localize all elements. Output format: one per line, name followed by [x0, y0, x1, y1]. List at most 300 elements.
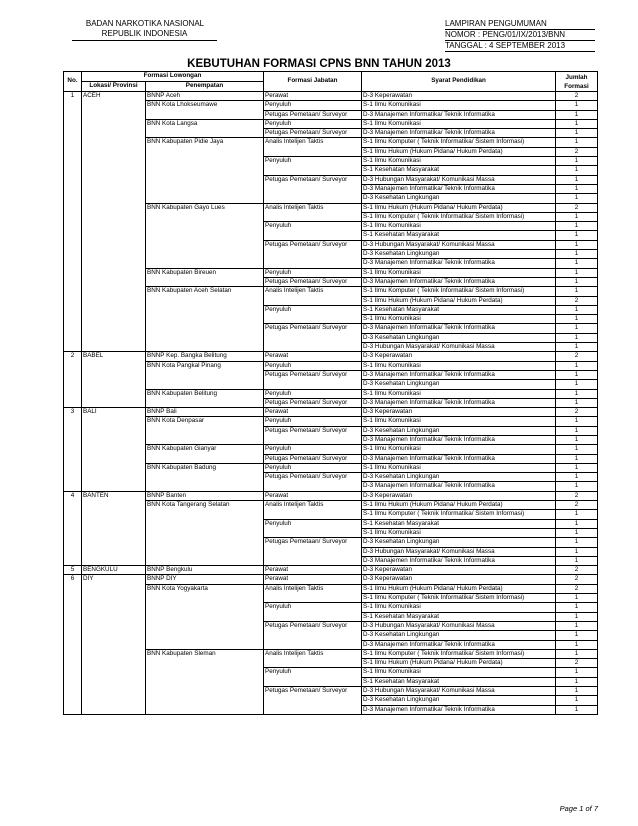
cell-jumlah: 1 [556, 621, 598, 630]
cell-jumlah: 1 [556, 705, 598, 714]
cell-lokasi [82, 659, 146, 668]
cell-jumlah: 1 [556, 594, 598, 603]
cell-jabatan: Petugas Pemetaan/ Surveyor [264, 240, 362, 249]
cell-jabatan: Analis Intelijen Taktis [264, 649, 362, 658]
cell-no: 4 [64, 491, 82, 500]
cell-jabatan [264, 705, 362, 714]
table-row [64, 212, 598, 221]
cell-lokasi [82, 696, 146, 705]
cell-syarat: S-1 Ilmu Hukum (Hukum Pidana/ Hukum Perdata) [362, 659, 556, 668]
cell-no [64, 603, 82, 612]
cell-jabatan: Penyuluh [264, 463, 362, 472]
cell-lokasi [82, 538, 146, 547]
cell-no: 5 [64, 566, 82, 575]
cell-penempatan [146, 482, 264, 491]
table-row [64, 435, 598, 444]
table-row [64, 184, 598, 193]
cell-lokasi [82, 324, 146, 333]
cell-penempatan: BNN Kabupaten Aceh Selatan [146, 287, 264, 296]
cell-jumlah: 2 [556, 408, 598, 417]
cell-syarat: S-1 Ilmu Komunikasi [362, 222, 556, 231]
cell-lokasi [82, 519, 146, 528]
cell-no [64, 473, 82, 482]
table-row [64, 389, 598, 398]
cell-syarat: S-1 Ilmu Komputer ( Teknik Informatika/ Sistem Informasi) [362, 138, 556, 147]
cell-no [64, 454, 82, 463]
cell-syarat: S-1 Ilmu Hukum (Hukum Pidana/ Hukum Perdata) [362, 584, 556, 593]
table-row [64, 659, 598, 668]
cell-no [64, 315, 82, 324]
cell-no [64, 138, 82, 147]
cell-syarat: D-3 Hubungan Masyarakat/ Komunikasi Massa [362, 240, 556, 249]
cell-penempatan: BNN Kabupaten Gianyar [146, 445, 264, 454]
cell-syarat: S-1 Ilmu Komputer ( Teknik Informatika/ Sistem Informasi) [362, 649, 556, 658]
cell-penempatan [146, 212, 264, 221]
table-row [64, 138, 598, 147]
cell-jabatan: Petugas Pemetaan/ Surveyor [264, 370, 362, 379]
cell-jabatan: Petugas Pemetaan/ Surveyor [264, 398, 362, 407]
cell-lokasi [82, 166, 146, 175]
cell-jabatan: Analis Intelijen Taktis [264, 138, 362, 147]
cell-penempatan: BNN Kota Denpasar [146, 417, 264, 426]
cell-syarat: S-1 Ilmu Komunikasi [362, 315, 556, 324]
cell-no [64, 519, 82, 528]
table-row [64, 482, 598, 491]
cell-no [64, 398, 82, 407]
cell-lokasi [82, 268, 146, 277]
cell-penempatan: BNN Kabupaten Sleman [146, 649, 264, 658]
cell-penempatan [146, 594, 264, 603]
cell-syarat: S-1 Ilmu Komputer ( Teknik Informatika/ Sistem Informasi) [362, 594, 556, 603]
table-row [64, 491, 598, 500]
cell-jumlah: 2 [556, 584, 598, 593]
table-row [64, 129, 598, 138]
cell-jumlah: 1 [556, 101, 598, 110]
cell-penempatan: BNN Kota Tangerang Selatan [146, 501, 264, 510]
cell-lokasi [82, 482, 146, 491]
cell-jabatan: Penyuluh [264, 119, 362, 128]
cell-jumlah: 1 [556, 687, 598, 696]
cell-lokasi [82, 556, 146, 565]
cell-penempatan [146, 324, 264, 333]
cell-lokasi [82, 547, 146, 556]
cell-jumlah: 1 [556, 640, 598, 649]
cell-lokasi [82, 668, 146, 677]
cell-lokasi [82, 603, 146, 612]
cell-syarat: S-1 Ilmu Komunikasi [362, 603, 556, 612]
cell-lokasi [82, 184, 146, 193]
cell-no [64, 343, 82, 352]
cell-no [64, 426, 82, 435]
cell-no [64, 510, 82, 519]
attachment-date: TANGGAL : 4 SEPTEMBER 2013 [445, 41, 595, 52]
cell-syarat: D-3 Manajemen Informatika/ Teknik Informatika [362, 482, 556, 491]
col-lokasi: Lokasi/ Provinsi [82, 82, 146, 92]
cell-syarat: S-1 Kesehatan Masyarakat [362, 519, 556, 528]
cell-lokasi [82, 361, 146, 370]
cell-jumlah: 1 [556, 612, 598, 621]
cell-lokasi [82, 157, 146, 166]
cell-lokasi [82, 222, 146, 231]
cell-no [64, 231, 82, 240]
cell-no [64, 389, 82, 398]
cell-lokasi [82, 594, 146, 603]
cell-jabatan [264, 547, 362, 556]
cell-jabatan: Perawat [264, 408, 362, 417]
cell-syarat: S-1 Ilmu Hukum (Hukum Pidana/ Hukum Perdata) [362, 501, 556, 510]
cell-jumlah: 1 [556, 315, 598, 324]
cell-jabatan [264, 184, 362, 193]
cell-penempatan [146, 687, 264, 696]
table-row [64, 584, 598, 593]
cell-jumlah: 1 [556, 231, 598, 240]
table-row [64, 603, 598, 612]
page-number: Page 1 of 7 [559, 804, 598, 813]
cell-jabatan [264, 482, 362, 491]
cell-jumlah: 1 [556, 631, 598, 640]
formation-table [63, 71, 598, 715]
table-row [64, 463, 598, 472]
cell-lokasi [82, 640, 146, 649]
table-row [64, 352, 598, 361]
cell-penempatan [146, 184, 264, 193]
cell-syarat: D-3 Kesehatan Lingkungan [362, 631, 556, 640]
cell-no [64, 501, 82, 510]
cell-syarat: S-1 Ilmu Komunikasi [362, 668, 556, 677]
cell-jabatan [264, 212, 362, 221]
cell-penempatan [146, 166, 264, 175]
cell-jabatan [264, 166, 362, 175]
cell-jumlah: 1 [556, 287, 598, 296]
cell-jabatan: Petugas Pemetaan/ Surveyor [264, 129, 362, 138]
cell-jabatan: Analis Intelijen Taktis [264, 203, 362, 212]
cell-jabatan: Penyuluh [264, 305, 362, 314]
cell-no [64, 417, 82, 426]
cell-no [64, 250, 82, 259]
table-row [64, 575, 598, 584]
cell-syarat: S-1 Kesehatan Masyarakat [362, 677, 556, 686]
cell-lokasi [82, 194, 146, 203]
cell-penempatan [146, 380, 264, 389]
cell-syarat: S-1 Ilmu Komunikasi [362, 389, 556, 398]
table-row [64, 445, 598, 454]
cell-no [64, 361, 82, 370]
cell-syarat: D-3 Keperawatan [362, 566, 556, 575]
table-row [64, 296, 598, 305]
cell-jabatan: Petugas Pemetaan/ Surveyor [264, 324, 362, 333]
cell-jumlah: 1 [556, 343, 598, 352]
cell-syarat: D-3 Manajemen Informatika/ Teknik Informatika [362, 398, 556, 407]
cell-jabatan: Petugas Pemetaan/ Surveyor [264, 687, 362, 696]
cell-no [64, 705, 82, 714]
cell-no [64, 547, 82, 556]
cell-jumlah: 1 [556, 389, 598, 398]
cell-jumlah: 1 [556, 463, 598, 472]
table-row [64, 380, 598, 389]
table-row [64, 175, 598, 184]
table-row [64, 240, 598, 249]
cell-lokasi: BABEL [82, 352, 146, 361]
cell-penempatan [146, 519, 264, 528]
cell-syarat: D-3 Keperawatan [362, 92, 556, 101]
cell-jumlah: 1 [556, 333, 598, 342]
cell-no [64, 240, 82, 249]
cell-penempatan: BNNP DIY [146, 575, 264, 584]
cell-lokasi [82, 250, 146, 259]
cell-jumlah: 1 [556, 556, 598, 565]
cell-syarat: S-1 Kesehatan Masyarakat [362, 166, 556, 175]
cell-penempatan [146, 175, 264, 184]
cell-no [64, 640, 82, 649]
cell-lokasi [82, 287, 146, 296]
cell-lokasi [82, 677, 146, 686]
table-row [64, 194, 598, 203]
cell-jabatan: Analis Intelijen Taktis [264, 584, 362, 593]
cell-no: 1 [64, 92, 82, 101]
cell-lokasi [82, 445, 146, 454]
cell-lokasi [82, 417, 146, 426]
cell-jabatan [264, 259, 362, 268]
cell-jumlah: 1 [556, 361, 598, 370]
cell-jabatan [264, 528, 362, 537]
cell-no [64, 212, 82, 221]
cell-penempatan [146, 147, 264, 156]
cell-no [64, 119, 82, 128]
cell-lokasi [82, 501, 146, 510]
cell-jumlah: 1 [556, 528, 598, 537]
cell-penempatan [146, 538, 264, 547]
cell-jumlah: 1 [556, 184, 598, 193]
cell-syarat: S-1 Ilmu Hukum (Hukum Pidana/ Hukum Perdata) [362, 147, 556, 156]
cell-penempatan: BNNP Bengkulu [146, 566, 264, 575]
table-row [64, 417, 598, 426]
cell-syarat: D-3 Keperawatan [362, 575, 556, 584]
cell-jabatan [264, 510, 362, 519]
cell-syarat: D-3 Kesehatan Lingkungan [362, 696, 556, 705]
cell-penempatan [146, 333, 264, 342]
cell-syarat: D-3 Kesehatan Lingkungan [362, 194, 556, 203]
cell-lokasi [82, 435, 146, 444]
cell-no [64, 659, 82, 668]
cell-lokasi [82, 343, 146, 352]
cell-jabatan [264, 296, 362, 305]
cell-syarat: D-3 Manajemen Informatika/ Teknik Informatika [362, 556, 556, 565]
cell-no [64, 556, 82, 565]
cell-penempatan [146, 250, 264, 259]
cell-no [64, 222, 82, 231]
cell-lokasi [82, 315, 146, 324]
cell-jabatan: Perawat [264, 92, 362, 101]
table-row [64, 556, 598, 565]
cell-jumlah: 1 [556, 240, 598, 249]
cell-lokasi [82, 631, 146, 640]
cell-no [64, 696, 82, 705]
table-row [64, 621, 598, 630]
cell-jabatan [264, 231, 362, 240]
cell-no [64, 584, 82, 593]
col-syarat-pendidikan: Syarat Pendidikan [362, 72, 556, 92]
cell-jabatan: Petugas Pemetaan/ Surveyor [264, 454, 362, 463]
cell-penempatan [146, 612, 264, 621]
cell-jumlah: 1 [556, 166, 598, 175]
cell-lokasi: BENGKULU [82, 566, 146, 575]
cell-lokasi [82, 305, 146, 314]
cell-syarat: S-1 Kesehatan Masyarakat [362, 305, 556, 314]
cell-syarat: D-3 Manajemen Informatika/ Teknik Informatika [362, 184, 556, 193]
cell-no [64, 668, 82, 677]
cell-syarat: S-1 Ilmu Komunikasi [362, 157, 556, 166]
cell-no [64, 287, 82, 296]
cell-jabatan: Penyuluh [264, 157, 362, 166]
cell-lokasi [82, 277, 146, 286]
cell-jumlah: 1 [556, 324, 598, 333]
cell-no [64, 268, 82, 277]
cell-jumlah: 1 [556, 119, 598, 128]
cell-no [64, 129, 82, 138]
cell-jabatan: Penyuluh [264, 603, 362, 612]
cell-jabatan [264, 380, 362, 389]
cell-jumlah: 1 [556, 398, 598, 407]
table-row [64, 519, 598, 528]
cell-syarat: D-3 Manajemen Informatika/ Teknik Informatika [362, 454, 556, 463]
cell-syarat: S-1 Ilmu Komunikasi [362, 445, 556, 454]
cell-jabatan [264, 612, 362, 621]
cell-no [64, 538, 82, 547]
cell-no: 6 [64, 575, 82, 584]
cell-lokasi [82, 463, 146, 472]
cell-lokasi [82, 240, 146, 249]
cell-no [64, 612, 82, 621]
cell-lokasi [82, 138, 146, 147]
cell-penempatan [146, 296, 264, 305]
cell-syarat: D-3 Kesehatan Lingkungan [362, 333, 556, 342]
cell-no [64, 677, 82, 686]
cell-jabatan [264, 640, 362, 649]
cell-syarat: D-3 Manajemen Informatika/ Teknik Informatika [362, 370, 556, 379]
cell-jumlah: 1 [556, 668, 598, 677]
cell-no [64, 259, 82, 268]
cell-jumlah: 1 [556, 426, 598, 435]
cell-penempatan [146, 668, 264, 677]
cell-jabatan: Penyuluh [264, 445, 362, 454]
table-row [64, 528, 598, 537]
cell-syarat: S-1 Ilmu Komunikasi [362, 119, 556, 128]
cell-jabatan: Analis Intelijen Taktis [264, 501, 362, 510]
agency-header [80, 19, 210, 41]
cell-jabatan: Penyuluh [264, 268, 362, 277]
cell-syarat: D-3 Keperawatan [362, 352, 556, 361]
cell-jabatan: Penyuluh [264, 519, 362, 528]
cell-syarat: S-1 Ilmu Hukum (Hukum Pidana/ Hukum Perdata) [362, 203, 556, 212]
cell-jabatan: Penyuluh [264, 668, 362, 677]
cell-jabatan [264, 343, 362, 352]
cell-syarat: D-3 Manajemen Informatika/ Teknik Informatika [362, 324, 556, 333]
cell-no [64, 621, 82, 630]
cell-syarat: S-1 Ilmu Komunikasi [362, 361, 556, 370]
cell-lokasi [82, 473, 146, 482]
cell-lokasi [82, 259, 146, 268]
cell-penempatan: BNN Kota Lhokseumawe [146, 101, 264, 110]
cell-jumlah: 1 [556, 482, 598, 491]
table-row [64, 687, 598, 696]
cell-penempatan [146, 640, 264, 649]
cell-penempatan: BNNP Aceh [146, 92, 264, 101]
cell-jumlah: 1 [556, 519, 598, 528]
cell-penempatan [146, 305, 264, 314]
cell-jumlah: 1 [556, 138, 598, 147]
cell-jabatan: Penyuluh [264, 417, 362, 426]
cell-lokasi [82, 119, 146, 128]
cell-jumlah: 1 [556, 696, 598, 705]
cell-lokasi [82, 528, 146, 537]
cell-jumlah: 1 [556, 277, 598, 286]
cell-no [64, 333, 82, 342]
col-no: No. [64, 72, 82, 92]
cell-jabatan: Penyuluh [264, 222, 362, 231]
cell-no [64, 184, 82, 193]
cell-jumlah: 1 [556, 250, 598, 259]
cell-no [64, 463, 82, 472]
cell-syarat: D-3 Manajemen Informatika/ Teknik Informatika [362, 129, 556, 138]
table-body [64, 92, 598, 715]
cell-penempatan [146, 194, 264, 203]
table-row [64, 166, 598, 175]
cell-jumlah: 1 [556, 175, 598, 184]
cell-jumlah: 2 [556, 203, 598, 212]
table-row [64, 361, 598, 370]
cell-no [64, 528, 82, 537]
cell-jumlah: 2 [556, 491, 598, 500]
table-row [64, 324, 598, 333]
cell-no [64, 687, 82, 696]
cell-penempatan [146, 510, 264, 519]
table-row [64, 510, 598, 519]
cell-jumlah: 1 [556, 194, 598, 203]
cell-penempatan: BNNP Banten [146, 491, 264, 500]
cell-no [64, 435, 82, 444]
cell-jabatan: Penyuluh [264, 389, 362, 398]
cell-syarat: D-3 Manajemen Informatika/ Teknik Informatika [362, 277, 556, 286]
cell-lokasi [82, 147, 146, 156]
cell-penempatan [146, 398, 264, 407]
cell-syarat: S-1 Ilmu Komputer ( Teknik Informatika/ Sistem Informasi) [362, 212, 556, 221]
cell-syarat: D-3 Manajemen Informatika/ Teknik Informatika [362, 705, 556, 714]
table-row [64, 668, 598, 677]
cell-jabatan [264, 435, 362, 444]
cell-lokasi: DIY [82, 575, 146, 584]
cell-lokasi [82, 398, 146, 407]
cell-penempatan: BNNP Bali [146, 408, 264, 417]
cell-syarat: S-1 Ilmu Komunikasi [362, 528, 556, 537]
col-penempatan: Penempatan [146, 82, 264, 92]
cell-lokasi [82, 426, 146, 435]
cell-penempatan [146, 473, 264, 482]
cell-penempatan [146, 343, 264, 352]
cell-jumlah: 1 [556, 677, 598, 686]
cell-penempatan: BNN Kota Langsa [146, 119, 264, 128]
table-row [64, 538, 598, 547]
cell-lokasi [82, 231, 146, 240]
table-row [64, 343, 598, 352]
cell-jumlah: 1 [556, 510, 598, 519]
cell-syarat: S-1 Ilmu Komunikasi [362, 268, 556, 277]
cell-syarat: D-3 Kesehatan Lingkungan [362, 250, 556, 259]
cell-penempatan [146, 547, 264, 556]
cell-jumlah: 1 [556, 603, 598, 612]
cell-jabatan [264, 250, 362, 259]
cell-lokasi [82, 705, 146, 714]
table-row [64, 408, 598, 417]
